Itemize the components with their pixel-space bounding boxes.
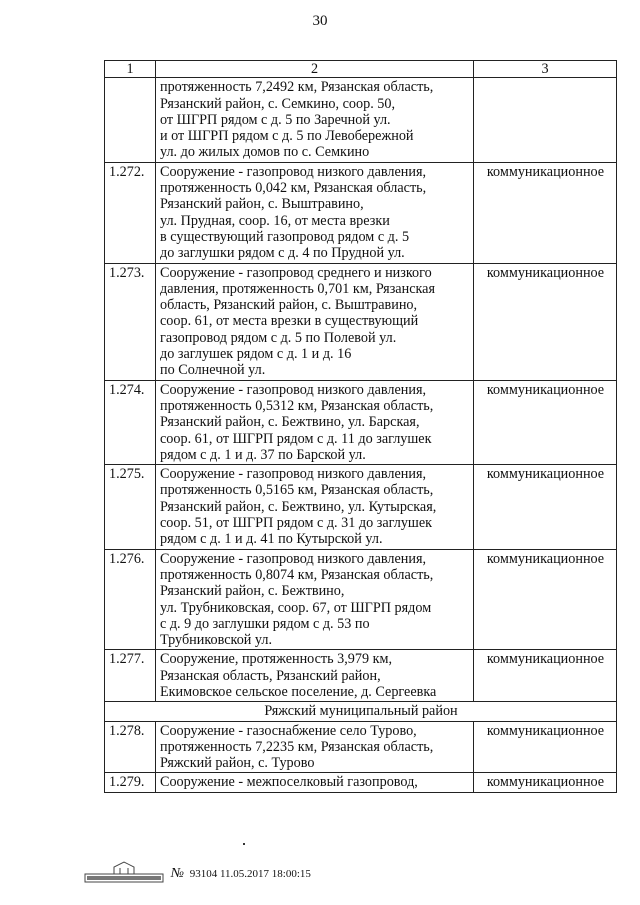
item-type xyxy=(474,78,617,162)
description-line: Сооружение - газопровод низкого давления, xyxy=(160,163,427,180)
description-line: соор. 61, от ШГРП рядом с д. 11 до заглушек xyxy=(160,430,432,447)
description-line: Рязанский район, с. Семкино, соор. 50, xyxy=(160,95,396,112)
description-line: ул. до жилых домов по с. Семкино xyxy=(160,144,370,161)
table-row xyxy=(105,650,617,702)
description-line: Сооружение - газопровод среднего и низкого xyxy=(160,264,432,281)
page-number: 30 xyxy=(312,13,328,29)
description-line: протяженность 0,5165 км, Рязанская область, xyxy=(160,482,434,499)
property-table xyxy=(104,60,617,793)
item-description xyxy=(156,263,474,380)
item-description xyxy=(156,721,474,773)
item-type: коммуникационное xyxy=(474,465,617,549)
item-description xyxy=(156,650,474,702)
header-col-1: 1 xyxy=(105,61,156,78)
item-type: коммуникационное xyxy=(474,549,617,650)
description-line: Екимовское сельское поселение, д. Сергеевка xyxy=(160,683,437,700)
description-line: в существующий газопровод рядом с д. 5 xyxy=(160,228,410,245)
table-row xyxy=(105,549,617,650)
description-line: газопровод рядом с д. 5 по Полевой ул. xyxy=(160,329,397,346)
table-header-row xyxy=(105,61,617,78)
description-line: рядом с д. 1 и д. 37 по Барской ул. xyxy=(160,446,366,463)
item-type: коммуникационное xyxy=(474,380,617,464)
description-line: Рязанский район, с. Бежтвино, ул. Барская, xyxy=(160,414,420,431)
description-line: область, Рязанский район, с. Выштравино, xyxy=(160,297,418,314)
table-row xyxy=(105,380,617,464)
item-type: коммуникационное xyxy=(474,721,617,773)
table-row xyxy=(105,465,617,549)
number-sign: № xyxy=(170,866,184,881)
description-line: Трубниковской ул. xyxy=(160,632,273,649)
description-line: до заглушки рядом с д. 4 по Прудной ул. xyxy=(160,245,405,262)
item-description xyxy=(156,380,474,464)
description-line: и от ШГРП рядом с д. 5 по Левобережной xyxy=(160,128,414,145)
item-number: 1.273. xyxy=(105,263,156,380)
item-number: 1.276. xyxy=(105,549,156,650)
item-description xyxy=(156,78,474,162)
item-description xyxy=(156,465,474,549)
table-row xyxy=(105,263,617,380)
description-line: ул. Трубниковская, соор. 67, от ШГРП рядом xyxy=(160,599,432,616)
description-line: соор. 51, от ШГРП рядом с д. 31 до заглушек xyxy=(160,515,433,532)
item-type: коммуникационное xyxy=(474,263,617,380)
item-number: 1.277. xyxy=(105,650,156,702)
description-line: соор. 61, от места врезки в существующий xyxy=(160,313,419,330)
description-line: Сооружение - газопровод низкого давления, xyxy=(160,466,427,483)
table-row xyxy=(105,721,617,773)
description-line: протяженность 7,2492 км, Рязанская область, xyxy=(160,79,434,96)
document-id: 93104 xyxy=(189,868,218,880)
speck xyxy=(243,843,245,845)
section-title: Ряжский муниципальный район xyxy=(105,702,617,721)
item-type: коммуникационное xyxy=(474,650,617,702)
description-line: Сооружение - газоснабжение село Турово, xyxy=(160,722,417,739)
description-line: ул. Прудная, соор. 16, от места врезки xyxy=(160,212,390,229)
document-footer xyxy=(86,866,311,882)
table-row xyxy=(105,162,617,263)
table-row xyxy=(105,78,617,162)
description-line: Ряжский район, с. Турово xyxy=(160,755,315,772)
description-line: рядом с д. 1 и д. 41 по Кутырской ул. xyxy=(160,531,383,548)
document-datetime: 11.05.2017 18:00:15 xyxy=(219,868,311,880)
item-description xyxy=(156,549,474,650)
description-line: давления, протяженность 0,701 км, Рязанская xyxy=(160,280,435,297)
description-line: по Солнечной ул. xyxy=(160,362,266,379)
description-line: до заглушек рядом с д. 1 и д. 16 xyxy=(160,346,352,363)
table-row xyxy=(105,773,617,792)
description-line: Рязанская область, Рязанский район, xyxy=(160,667,381,684)
item-type: коммуникационное xyxy=(474,162,617,263)
item-number xyxy=(105,78,156,162)
description-line: Рязанский район, с. Бежтвино, xyxy=(160,583,345,600)
item-number: 1.275. xyxy=(105,465,156,549)
item-number: 1.279. xyxy=(105,773,156,792)
description-line: Рязанский район, с. Бежтвино, ул. Кутырская, xyxy=(160,498,437,515)
item-description xyxy=(156,773,474,792)
item-number: 1.278. xyxy=(105,721,156,773)
item-number: 1.272. xyxy=(105,162,156,263)
header-col-2: 2 xyxy=(156,61,474,78)
description-line: с д. 9 до заглушки рядом с д. 53 по xyxy=(160,615,370,632)
description-line: протяженность 0,042 км, Рязанская область, xyxy=(160,180,427,197)
header-col-3: 3 xyxy=(474,61,617,78)
item-description xyxy=(156,162,474,263)
description-line: Сооружение, протяженность 3,979 км, xyxy=(160,651,393,668)
description-line: Сооружение - газопровод низкого давления, xyxy=(160,550,427,567)
description-line: Рязанский район, с. Выштравино, xyxy=(160,196,364,213)
description-line: протяженность 7,2235 км, Рязанская область, xyxy=(160,738,434,755)
item-type: коммуникационное xyxy=(474,773,617,792)
item-number: 1.274. xyxy=(105,380,156,464)
description-line: от ШГРП рядом с д. 5 по Заречной ул. xyxy=(160,111,391,128)
description-line: Сооружение - межпоселковый газопровод, xyxy=(160,774,418,791)
description-line: Сооружение - газопровод низкого давления, xyxy=(160,381,427,398)
description-line: протяженность 0,8074 км, Рязанская область, xyxy=(160,566,434,583)
section-row xyxy=(105,702,617,721)
description-line: протяженность 0,5312 км, Рязанская область, xyxy=(160,397,434,414)
